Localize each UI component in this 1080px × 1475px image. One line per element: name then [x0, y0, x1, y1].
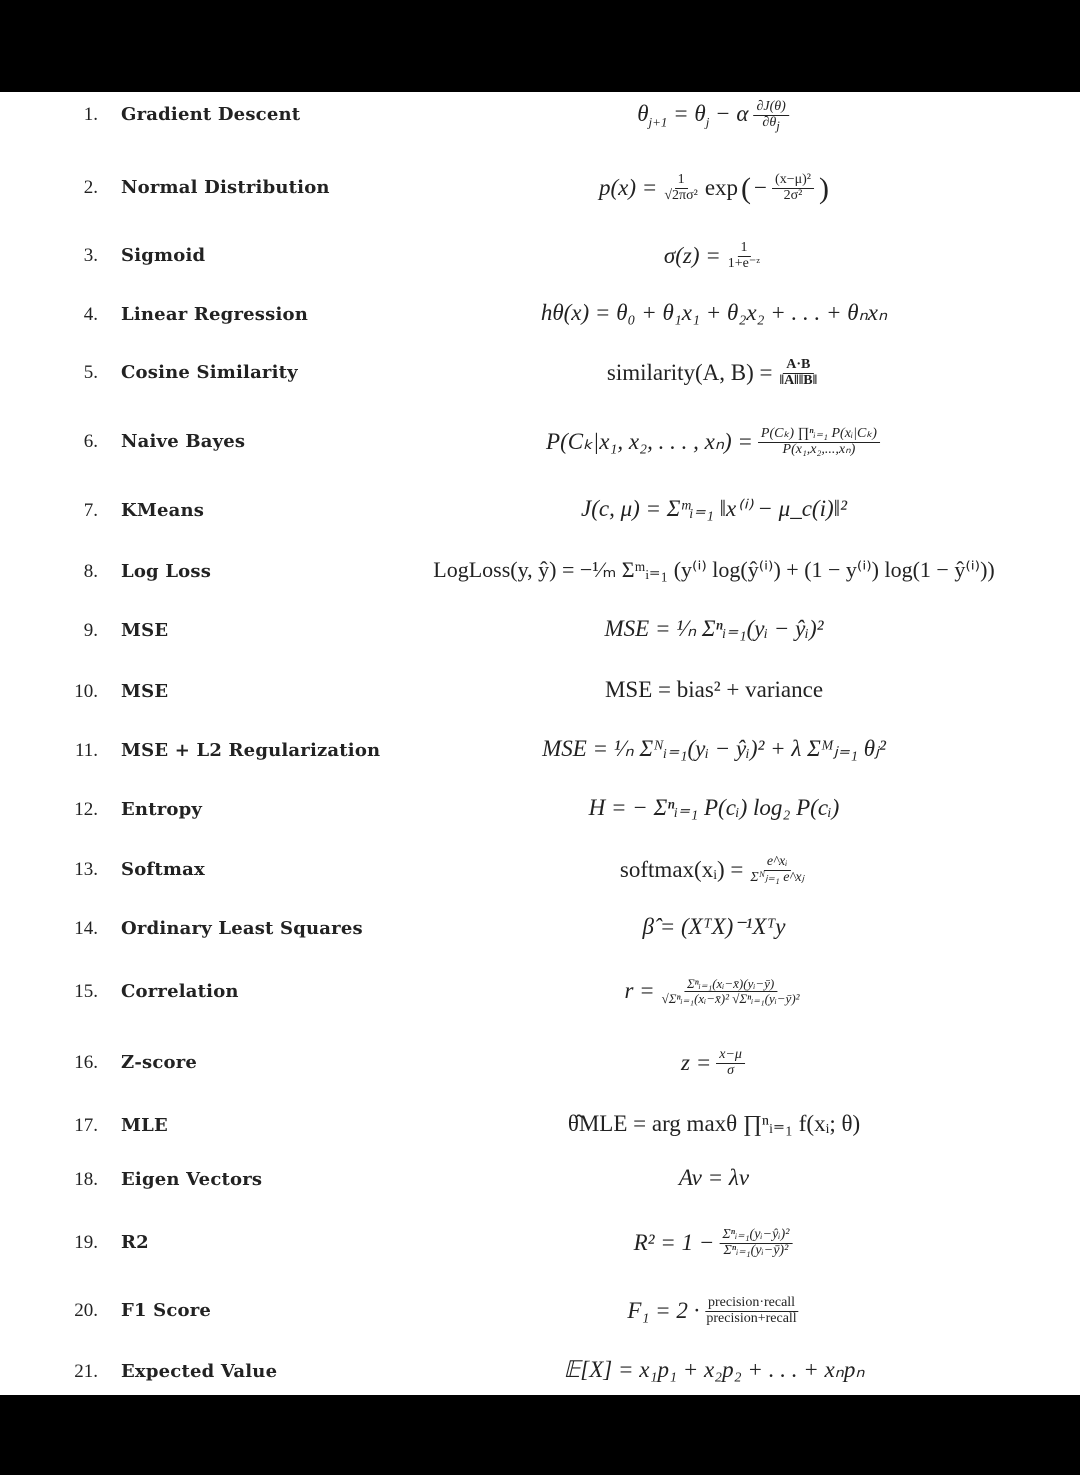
item-number: 2.	[83, 177, 98, 198]
item-number: 7.	[83, 500, 98, 521]
list-item	[0, 292, 1080, 340]
formula: R² = 1 − $\frac{\text{Σⁿᵢ₌₁(yᵢ−ŷᵢ)²}}{\text{Σⁿᵢ₌₁(yᵢ−ȳ)²}}$	[634, 1228, 795, 1258]
item-number: 16.	[74, 1052, 98, 1073]
item-title: F1 Score	[121, 1300, 212, 1321]
formula: z = $\frac{x-\mu}{\sigma}$	[681, 1048, 747, 1078]
list-item	[0, 1040, 1080, 1088]
item-title: Log Loss	[121, 561, 212, 582]
formula: J(c, μ) = Σᵐᵢ₌₁ ‖x⁽ⁱ⁾ − μ_c(i)‖²	[581, 496, 847, 521]
item-number: 6.	[83, 431, 98, 452]
list-item	[0, 728, 1080, 776]
list-item	[0, 669, 1080, 717]
item-title: MSE	[121, 620, 169, 641]
item-number: 3.	[83, 245, 98, 266]
item-title: KMeans	[121, 500, 205, 521]
formula: F₁ = 2 · $\frac{\text{precision·recall}}{\text{precision+recall}}$	[627, 1295, 797, 1326]
list-item	[0, 92, 1080, 140]
list-item	[0, 165, 1080, 213]
formula: P(Cₖ|x₁, x₂, . . . , xₙ) = $\frac{\text{P(Cₖ) ∏ⁿᵢ₌₁ P(xᵢ|Cₖ)}}{\text{P(x₁,x₂,...,xₙ)}}$	[546, 427, 882, 457]
list-item	[0, 1220, 1080, 1268]
formula: r = $\frac{\text{Σⁿᵢ₌₁(xᵢ−x̄)(yᵢ−ȳ)}}{\text{√Σⁿᵢ₌₁(xᵢ−x̄)² √Σⁿᵢ₌₁(yᵢ−ȳ)²}}$	[624, 976, 800, 1006]
item-title: Ordinary Least Squares	[121, 918, 363, 939]
item-number: 12.	[74, 799, 98, 820]
list-item	[0, 488, 1080, 536]
list-item	[0, 787, 1080, 835]
list-item	[0, 419, 1080, 467]
item-title: Naive Bayes	[121, 431, 246, 452]
formula: θ̂MLE = arg maxθ ∏ⁿᵢ₌₁ f(xᵢ; θ)	[567, 1111, 861, 1136]
list-item	[0, 1288, 1080, 1336]
item-number: 19.	[74, 1232, 98, 1253]
list-item	[0, 233, 1080, 281]
item-number: 14.	[74, 918, 98, 939]
formula: LogLoss(y, ŷ) = −¹⁄ₘ Σᵐᵢ₌₁ (y⁽ⁱ⁾ log(ŷ⁽ⁱ⁾) + (1 − y⁽ⁱ⁾) log(1 − ŷ⁽ⁱ⁾))	[433, 557, 995, 582]
item-title: MLE	[121, 1115, 168, 1136]
item-title: MSE	[121, 681, 169, 702]
formula: hθ(x) = θ₀ + θ₁x₁ + θ₂x₂ + . . . + θₙxₙ	[540, 300, 888, 325]
item-number: 11.	[74, 740, 98, 761]
list-item	[0, 906, 1080, 954]
formula: similarity(A, B) = $\frac{A\cdot B}{‖A‖‖B‖}$	[606, 357, 818, 388]
item-number: 17.	[74, 1115, 98, 1136]
list-item	[0, 969, 1080, 1017]
item-title: Linear Regression	[121, 304, 308, 325]
item-title: Expected Value	[121, 1361, 278, 1382]
formula: MSE = bias² + variance	[604, 677, 824, 702]
item-number: 15.	[74, 981, 98, 1002]
formula: MSE = ¹⁄ₙ Σᴺᵢ₌₁(yᵢ − ŷᵢ)² + λ Σᴹⱼ₌₁ θⱼ²	[542, 736, 886, 761]
formula: 𝔼[X] = x₁p₁ + x₂p₂ + . . . + xₙpₙ	[563, 1357, 865, 1382]
item-title: Normal Distribution	[121, 177, 330, 198]
item-title: MSE + L2 Regularization	[121, 740, 381, 761]
item-title: Softmax	[121, 859, 205, 880]
list-item	[0, 847, 1080, 895]
item-title: Gradient Descent	[121, 104, 301, 125]
item-title: Correlation	[121, 981, 239, 1002]
formula: Av = λv	[678, 1165, 750, 1190]
formula: p(x) = $\frac{1}{\text{√2πσ²}}$ exp ( − $\frac{\text{(x−μ)²}}{\text{2σ²}}$ )	[599, 171, 829, 205]
item-title: Sigmoid	[121, 245, 206, 266]
item-number: 9.	[83, 620, 98, 641]
list-item	[0, 1157, 1080, 1205]
formula: H = − Σⁿᵢ₌₁ P(cᵢ) log₂ P(cᵢ)	[588, 795, 840, 820]
list-item	[0, 350, 1080, 398]
item-number: 5.	[83, 362, 98, 383]
item-number: 4.	[83, 304, 98, 325]
list-item	[0, 549, 1080, 597]
item-number: 18.	[74, 1169, 98, 1190]
item-number: 8.	[83, 561, 98, 582]
item-title: Z-score	[121, 1052, 198, 1073]
item-title: Entropy	[121, 799, 203, 820]
formula: softmax(xᵢ) = $\frac{\text{e\textasciicircum{}xᵢ}}{\text{Σᴺⱼ₌₁ e\textasciicircum{}xⱼ}}$	[619, 854, 805, 885]
formula: σ(z) = $\frac{1}{\text{1+e⁻ᶻ}}$	[663, 240, 761, 271]
item-number: 1.	[83, 104, 98, 125]
formula: β̂ = (XᵀX)⁻¹Xᵀy	[642, 914, 786, 939]
item-title: R2	[121, 1232, 149, 1253]
item-title: Eigen Vectors	[121, 1169, 263, 1190]
item-title: Cosine Similarity	[121, 362, 298, 383]
list-item	[0, 1103, 1080, 1151]
list-item	[0, 608, 1080, 656]
item-number: 13.	[74, 859, 98, 880]
item-number: 20.	[74, 1300, 98, 1321]
formula: $\theta_{j+1} = \theta_j - \alpha$ $\frac{\partial J(\theta)}{\partial\theta j}$	[637, 100, 791, 132]
item-number: 10.	[74, 681, 98, 702]
formula: MSE = ¹⁄ₙ Σⁿᵢ₌₁(yᵢ − ŷᵢ)²	[604, 616, 824, 641]
item-number: 21.	[74, 1361, 98, 1382]
list-item	[0, 1349, 1080, 1397]
formula-sheet	[0, 92, 1080, 1395]
